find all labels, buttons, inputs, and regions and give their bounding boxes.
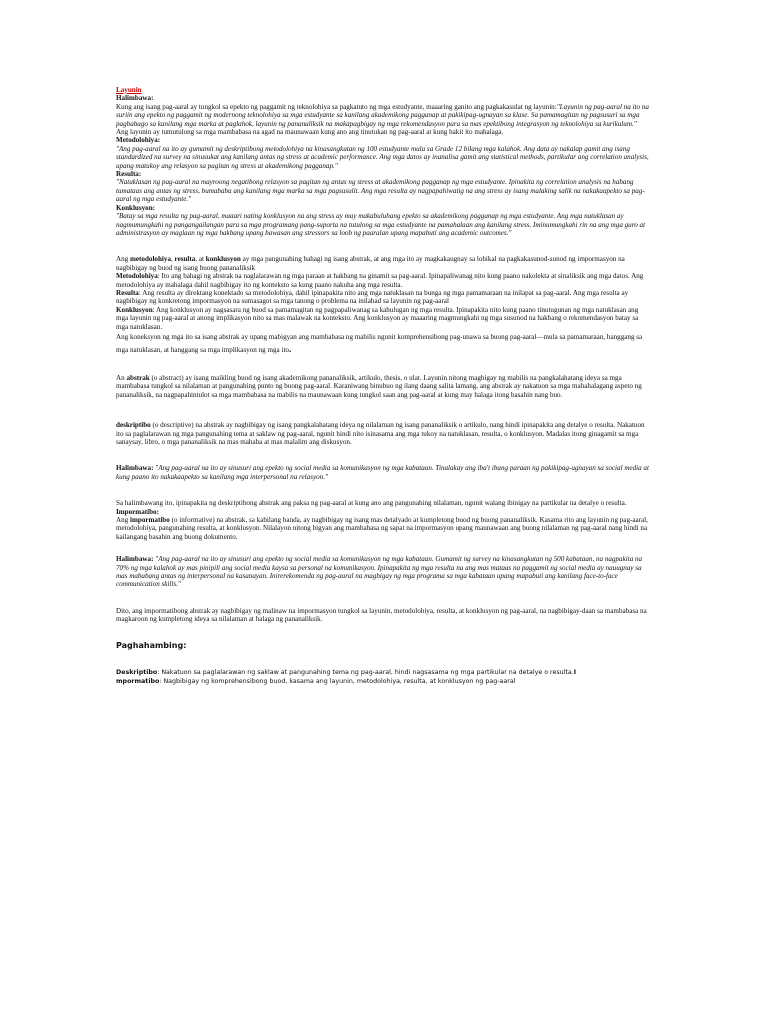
summary-intro: Ang metodolohiya, resulta, at konklusyon ay mga pangunahing bahagi ng isang abstrak, at ang mga ito ay magkakaugnay sa lohikal na pagkakasunod-sunod ng impormasyon na nagbibigay ng buod ng isang buong pananaliksik [116,255,625,272]
konklusyon-example: "Batay sa mga resulta ng pag-aaral, maaari nating konklusyon na ang stress ay may makabuluhang epekto sa akademikong pagganap ng mga estudyante. Ang mga natuklasan ay nagmumungkahi ng pangangailangan para sa mga programang pang-suporta na tutulong sa mga estudyante na pamahalaan ang kanilang stress. Iminumungkahi rin na ang mga guro at administrasyon ay maglaan ng mga hakbang upang bawasan ang stressors sa loob ng paaralan upang mapabuti ang academic outcomes." [116,212,646,237]
layunin-halimbawa-label: Halimbawa: [116,94,154,103]
metodolohiya-example: "Ang pag-aaral na ito ay gumamit ng deskriptibong metodolohiya na kinasangkutan ng 100 estudyante mula sa Grade 12 bilang mga kalahok. Ang data ay nakalap gamit ang isang standardized na survey na sinusukat ang kanilang antas ng stress at academic performance. Ang mga datos ay inanalisa gamit ang statistical methods, partikular ang correlation analysis, upang matukoy ang relasyon sa pagitan ng stress at akademikong pagganap." [116,144,649,170]
spacer [116,481,652,499]
resulta-example: "Natuklasan ng pag-aaral na mayroong negatibong relasyon sa pagitan ng antas ng stress at akademikong pagganap ng mga estudyante. Ipinakita ng correlation analysis na habang tumataas ang antas ng stress, bumababa ang kanilang mga marka sa mga pagsusulit. Ang mga resulta ay nagpapahiwatig na ang stress ay isang malaking salik na nakakaapekto sa pag-aaral ng mga estudyante." [116,178,645,204]
layunin-title[interactable]: Layunin [116,86,142,94]
summary-resulta: Resulta: Ang resulta ay direktang konektado sa metodolohiya, dahil ipinapakita nito ang mga natuklasan na bunga ng mga pamamaraan na inilapat sa pag-aaral. Ang mga resulta ay nagbibigay ng konkretong impormasyon na sumasagot sa mga tanong o problema na inilahad sa layunin ng pag-aaral [116,288,629,306]
compare-deskriptibo: Deskriptibo: Nakatuon sa paglalarawan ng saklaw at pangunahing tema ng pag-aaral, hindi nagsasama ng mga partikular na detalye o resulta.I [116,669,577,677]
spacer [116,589,652,607]
summary-konklusyon: Konklusyon: Ang konklusyon ay nagsasara ng buod sa pamamagitan ng pagpapaliwanag sa kahulugan ng mga resulta. Ipinapakita nito kung paano tinutugunan ng mga natuklasan ang mga layunin ng pag-aaral at anong implikasyon nito sa mas malawak na konteksto. Ang konklusyon ay maaaring magmungkahi ng mga susunod na hakbang o rekomendasyon batay sa mga natuklasan. [116,305,639,331]
layunin-explanation: Ang layunin ay tumutulong sa mga mambabasa na agad na maunawaan kung ano ang tinutukan ng pag-aaral at kung bakit ito mahalaga. [116,128,504,137]
metodolohiya-label: Metodolohiya: [116,136,161,145]
konklusyon-label: Konklusyon: [116,203,156,212]
paghahambing-title: Paghahambing: [116,640,187,650]
abstrak-definition: An abstrak (o abstract) ay isang maikling buod ng isang akademikong pananaliksik, artikulo, thesis, o ulat. Layunin nitong magbigay ng mabilis na pangkalahatang ideya sa mga mambabasa tungkol sa nilalaman at pangunahing punto ng buong pag-aaral. Karaniwang binubuo ng ilang daang salita lamang, ang abstrak ay nakatuon sa mga mahahalagang aspeto ng pananaliksik, na nagpapahintulot sa mga mambabasa na mabilis na maunawaan kung tungkol saan ang pag-aaral at kung may halaga itong basahin nang buo. [116,373,642,399]
impormatibo-label: Impormatibo: [116,507,159,516]
deskriptibo-definition: deskriptibo (o descriptive) na abstrak ay nagbibigay ng isang pangkalahatang ideya ng nilalaman ng isang pananaliksik o artikulo, nang hindi ipinapakita ang detalye o resulta. Nakatuon ito sa paglalarawan ng mga pangunahing tema at saklaw ng pag-aaral, ngunit hindi nito isinasama ang mga tukoy na natuklasan, resulta, o konklusyon. Madalas itong ginagamit sa mga sanaysay, libro, o mga pananaliksik na mas mahaba at mas malalim ang diskusyon. [116,421,645,446]
impormatibo-example: Halimbawa: "Ang pag-aaral na ito ay sinusuri ang epekto ng social media sa komunikasyon ng mga kabataan. Gumamit ng survey na kinasangkutan ng 500 kabataan, na nagpakita na 70% ng mga kalahok ay mas pinipili ang social media kaysa sa personal na komunikasyon. Ipinapakita ng mga resulta na ang mas mataas na paggamit ng social media ay nauugnay sa mas mababang antas ng interpersonal na kasanayan. Inirerekomenda ng pag-aaral na magbigay ng mga programa sa mga kabataan upang mapabuti ang kanilang face-to-face communication skills." [116,555,643,589]
document-page [116,86,652,686]
resulta-label: Resulta: [116,170,142,179]
spacer [116,237,652,255]
summary-metodolohiya: Metodolohiya: Ito ang bahagi ng abstrak na naglalarawan ng mga paraan at hakbang na ginamit sa pag-aaral. Ipinapaliwanag nito kung paano nakolekta at sinaliksik ang mga datos. Ang metodolohiya ay mahalaga dahil nagbibigay ito ng konteksto sa kung paano nakuha ang mga resulta. [116,272,644,289]
spacer [116,399,652,421]
impormatibo-note: Dito, ang impormatibong abstrak ay nagbibigay ng malinaw na impormasyon tungkol sa layunin, metodolohiya, resulta, at konklusyon ng pag-aaral, na nagbibigay-daan sa mambabasa na magkaroon ng kumpletong ideya sa nilalaman at halaga ng pananaliksik. [116,606,647,624]
spacer [116,541,652,555]
spacer [116,446,652,464]
spacer [116,650,652,668]
layunin-example: Kung ang isang pag-aaral ay tungkol sa epekto ng paggamit ng teknolohiya sa pagkatuto ng mga estudyante, maaaring ganito ang pagkakasulat ng layunin:"Layunin ng pag-aaral na ito na suriin ang epekto ng paggamit ng modernong teknolohiya sa mga estudyante sa kanilang akademikong pagganap at pakikipag-ugnayan sa klase. Sa pamamagitan ng pagsusuri sa mga pagbabago sa kanilang mga marka at paglahok, layunin ng pananaliksik na makapagbigay ng mga rekomendasyon para sa mas epektibong integrasyon ng teknolohiya sa kurikulum." [116,102,649,128]
impormatibo-definition: Ang impormatibo (o informative) na abstrak, sa kabilang banda, ay nagbibigay ng isang mas detalyado at kumpletong buod ng buong pananaliksik. Kasama rito ang layunin ng pag-aaral, metodolohiya, pangunahing resulta, at konklusyon. Nilalayon nitong bigyan ang mambabasa ng sapat na impormasyon upang maunawaan ang buong nilalaman ng pag-aaral nang hindi na kailangang basahin ang buong dokumento. [116,516,648,541]
summary-closing: Ang koneksyon ng mga ito sa isang abstrak ay upang mabigyan ang mambabasa ng mabilis ngunit komprehensibong pag-unawa sa buong pag-aaral—mula sa pamamaraan, hanggang sa mga natuklasan, at hanggang sa mga implikasyon ng mga ito. [116,332,643,354]
spacer [116,624,652,642]
paghahambing-list [116,668,652,686]
compare-impormatibo: mpormatibo: Nagbibigay ng komprehensibong buod, kasama ang layunin, metodolohiya, resulta, at konklusyon ng pag-aaral [116,678,516,686]
spacer [116,356,652,374]
deskriptibo-example: Halimbawa: "Ang pag-aaral na ito ay sinusuri ang epekto ng social media sa komunikasyon ng mga kabataan. Tinalakay ang iba't ibang paraan ng pakikipag-ugnayan sa social media at kung paano ito nakakaapekto sa kanilang mga interpersonal na relasyon." [116,464,649,481]
deskriptibo-note: Sa halimbawang ito, ipinapakita ng deskriptibong abstrak ang paksa ng pag-aaral at kung ano ang pangunahing nilalaman, ngunit walang ibinigay na partikular na detalye o resulta. [116,499,627,508]
